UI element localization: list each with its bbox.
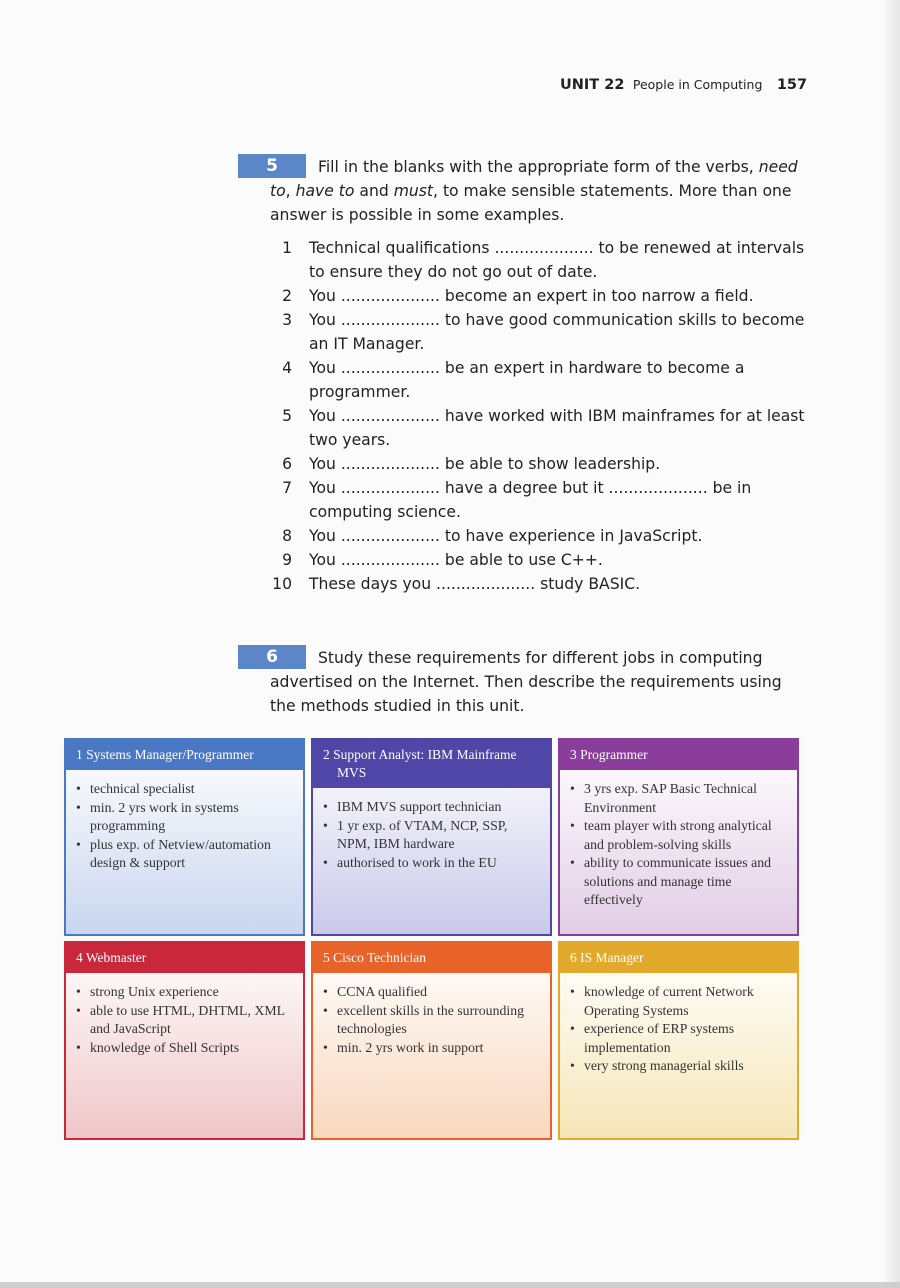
- list-item: • experience of ERP systems implementation: [584, 1020, 789, 1057]
- job-requirements-list: [560, 973, 797, 1076]
- list-item: • min. 2 yrs work in support: [337, 1039, 542, 1058]
- section-title: People in Computing: [632, 77, 763, 92]
- list-item: • IBM MVS support technician: [337, 798, 542, 817]
- job-card-title: 5 Cisco Technician: [313, 943, 550, 973]
- job-card-webmaster: [64, 941, 305, 1140]
- job-requirements-list: [66, 770, 303, 873]
- job-card-support-analyst: [311, 738, 552, 936]
- exercise-5-badge: 5: [238, 154, 306, 178]
- list-item: • very strong managerial skills: [584, 1057, 789, 1076]
- exercise-item: 2 You .................... become an expert in too narrow a field.: [282, 287, 754, 305]
- job-card-title: 6 IS Manager: [560, 943, 797, 973]
- job-requirements-list: [560, 770, 797, 910]
- list-item: • team player with strong analytical and problem-solving skills: [584, 817, 789, 854]
- list-item: • plus exp. of Netview/automation design & support: [90, 836, 295, 873]
- running-head: [560, 77, 808, 93]
- job-card-title: 4 Webmaster: [66, 943, 303, 973]
- list-item: • authorised to work in the EU: [337, 854, 542, 873]
- job-card-systems-manager: [64, 738, 305, 936]
- job-requirements-list: [66, 973, 303, 1057]
- job-card-is-manager: [558, 941, 799, 1140]
- job-requirements-grid: [64, 738, 802, 1140]
- exercise-item: 8 You .................... to have experience in JavaScript.: [282, 527, 703, 545]
- exercise-5-items: [270, 236, 805, 596]
- job-card-title: 3 Programmer: [560, 740, 797, 770]
- page-number: 157: [776, 77, 808, 93]
- exercise-item: 5 You .................... have worked with IBM mainframes for at least two years.: [282, 407, 805, 449]
- exercise-item: 6 You .................... be able to show leadership.: [282, 455, 661, 473]
- list-item: • strong Unix experience: [90, 983, 295, 1002]
- list-item: • knowledge of current Network Operating Systems: [584, 983, 789, 1020]
- list-item: • CCNA qualified: [337, 983, 542, 1002]
- exercise-item: 4 You .................... be an expert in hardware to become a programmer.: [282, 359, 745, 401]
- exercise-6-instruction: Study these requirements for different jobs in computing advertised on the Internet. Then describe the requirements using the methods studied in this unit.: [270, 649, 782, 715]
- job-card-title: 1 Systems Manager/Programmer: [66, 740, 303, 770]
- exercise-item: 7 You .................... have a degree but it .................... be in computing science.: [282, 479, 752, 521]
- exercise-item: 10 These days you .................... study BASIC.: [272, 575, 641, 593]
- list-item: • 3 yrs exp. SAP Basic Technical Environment: [584, 780, 789, 817]
- exercise-item: 9 You .................... be able to use C++.: [282, 551, 603, 569]
- job-card-title: 2 Support Analyst: IBM Mainframe MVS: [313, 740, 550, 788]
- job-card-cisco-technician: [311, 941, 552, 1140]
- job-card-programmer: [558, 738, 799, 936]
- list-item: • technical specialist: [90, 780, 295, 799]
- exercise-item: 3 You .................... to have good communication skills to become an IT Manager.: [282, 311, 805, 353]
- page-bottom-edge: [0, 1282, 900, 1288]
- exercise-5-instruction: Fill in the blanks with the appropriate form of the verbs, need to, have to and must, to make sensible statements. More than one answer is possible in some examples.: [270, 158, 798, 224]
- list-item: • ability to communicate issues and solutions and manage time effectively: [584, 854, 789, 910]
- unit-label: UNIT 22: [560, 77, 625, 93]
- list-item: • 1 yr exp. of VTAM, NCP, SSP, NPM, IBM hardware: [337, 817, 542, 854]
- list-item: • excellent skills in the surrounding technologies: [337, 1002, 542, 1039]
- list-item: • min. 2 yrs work in systems programming: [90, 799, 295, 836]
- page-edge: [886, 0, 900, 1288]
- list-item: • knowledge of Shell Scripts: [90, 1039, 295, 1058]
- exercise-item: 1 Technical qualifications .................... to be renewed at intervals to ensure they do not go out of date.: [282, 239, 805, 281]
- job-requirements-list: [313, 973, 550, 1057]
- exercise-6-badge: 6: [238, 645, 306, 669]
- job-requirements-list: [313, 788, 550, 872]
- list-item: • able to use HTML, DHTML, XML and JavaScript: [90, 1002, 295, 1039]
